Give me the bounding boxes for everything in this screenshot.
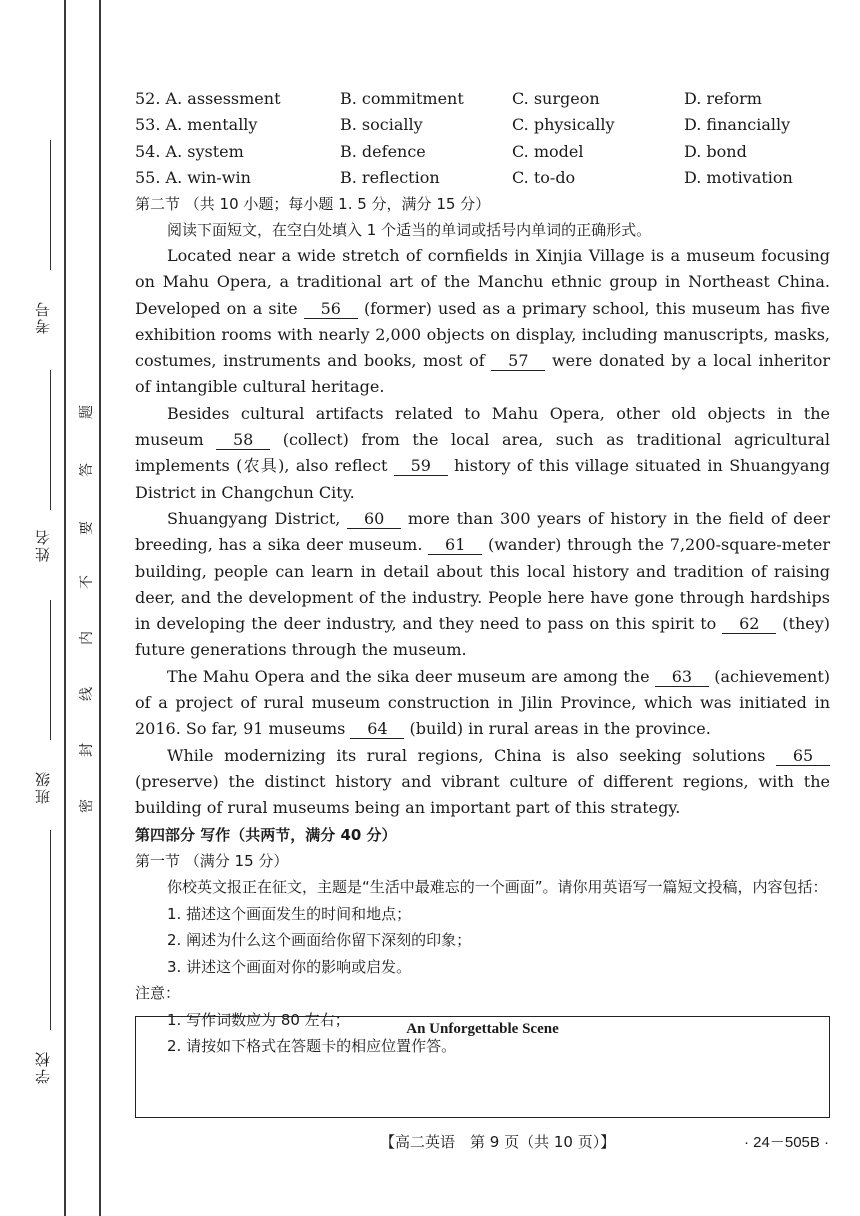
prompt-item: 2. 阐述为什么这个画面给你留下深刻的印象； bbox=[167, 931, 472, 950]
page-content bbox=[135, 85, 830, 1060]
option-c: C. physically bbox=[512, 115, 615, 135]
seal-char: 要 bbox=[79, 521, 95, 535]
option-a: 53. A. mentally bbox=[135, 115, 258, 135]
blank-64[interactable]: 64 bbox=[350, 720, 404, 739]
option-a: 54. A. system bbox=[135, 141, 244, 161]
prompt-item: 3. 讲述这个画面对你的影响或启发。 bbox=[167, 957, 412, 976]
option-d: D. motivation bbox=[684, 168, 793, 188]
note-item: 2. 请按如下格式在答题卡的相应位置作答。 bbox=[167, 1037, 457, 1056]
option-row bbox=[135, 85, 830, 112]
option-row bbox=[135, 112, 830, 139]
option-c: C. to-do bbox=[512, 168, 576, 188]
option-row bbox=[135, 165, 830, 192]
seal-char: 内 bbox=[79, 631, 95, 645]
seal-char: 答 bbox=[79, 463, 95, 477]
blank-65[interactable]: 65 bbox=[776, 747, 830, 766]
option-d: D. financially bbox=[684, 115, 791, 135]
note-label: 注意： bbox=[135, 984, 181, 1003]
part4-heading: 第四部分 写作（共两节，满分 40 分） bbox=[135, 825, 397, 844]
kaohao-label: 考号 bbox=[34, 300, 52, 334]
writing-box-title: An Unforgettable Scene bbox=[406, 1021, 559, 1037]
writing-answer-box[interactable] bbox=[135, 1016, 830, 1118]
seal-char: 密 bbox=[79, 799, 95, 813]
seal-char: 线 bbox=[79, 687, 95, 701]
banji-label: 班级 bbox=[34, 770, 52, 804]
blank-56[interactable]: 56 bbox=[304, 300, 358, 319]
blank-62[interactable]: 62 bbox=[722, 615, 776, 634]
option-d: D. reform bbox=[684, 88, 762, 108]
section-heading: 第二节 （共 10 小题；每小题 1. 5 分，满分 15 分） bbox=[135, 195, 491, 213]
option-a: 52. A. assessment bbox=[135, 88, 281, 108]
seal-char: 封 bbox=[79, 743, 95, 757]
xingming-underline bbox=[50, 370, 51, 510]
option-b: B. defence bbox=[340, 141, 426, 161]
exam-code: · 24－505B · bbox=[744, 1134, 830, 1151]
blank-61[interactable]: 61 bbox=[428, 536, 482, 555]
passage-paragraph: Besides cultural artifacts related to Mahu Opera, other old objects in the museum 58 (collect) from the local area, such as traditional agricultural implements (农具), also reflect 59 history of this village situated in Shuangyang District in Changchun City. bbox=[135, 403, 830, 502]
xingming-label: 姓名 bbox=[34, 528, 52, 562]
seal-char: 不 bbox=[79, 575, 95, 589]
blank-58[interactable]: 58 bbox=[216, 431, 270, 450]
section-instruction: 阅读下面短文，在空白处填入 1 个适当的单词或括号内单词的正确形式。 bbox=[167, 221, 652, 239]
writing-prompt: 你校英文报正在征文，主题是“生活中最难忘的一个画面”。请你用英语写一篇短文投稿，内容包括： bbox=[167, 878, 828, 897]
option-d: D. bond bbox=[684, 141, 747, 161]
part4-section1: 第一节 （满分 15 分） bbox=[135, 851, 289, 870]
banji-underline bbox=[50, 600, 51, 740]
blank-57[interactable]: 57 bbox=[491, 352, 545, 371]
xuexiao-underline bbox=[50, 830, 51, 1030]
prompt-item: 1. 描述这个画面发生的时间和地点； bbox=[167, 904, 412, 923]
blank-63[interactable]: 63 bbox=[655, 668, 709, 687]
margin-line-inner bbox=[99, 0, 101, 1216]
note-item: 1. 写作词数应为 80 左右； bbox=[167, 1010, 350, 1029]
option-b: B. reflection bbox=[340, 168, 440, 188]
blank-59[interactable]: 59 bbox=[394, 457, 448, 476]
passage-paragraph: The Mahu Opera and the sika deer museum are among the 63 (achievement) of a project of rural museum construction in Jilin Province, which was initiated in 2016. So far, 91 museums 64 (build) in rural areas in the province. bbox=[135, 666, 831, 739]
options-list bbox=[135, 85, 830, 191]
xuexiao-label: 学校 bbox=[34, 1050, 52, 1084]
seal-char: 题 bbox=[79, 405, 95, 419]
option-b: B. commitment bbox=[340, 88, 464, 108]
passage-paragraph: Shuangyang District, 60 more than 300 years of history in the field of deer breeding, has a sika deer museum. 61 (wander) through the 7,200-square-meter building, people can learn in detail about this local history and tradition of raising deer, and the development of the industry. People here have gone through hardships in developing the deer industry, and they need to pass on this spirit to 62 (they) future generations through the museum. bbox=[135, 508, 831, 660]
margin-line-outer bbox=[64, 0, 66, 1216]
page-number: 【高二英语 第 9 页（共 10 页）】 bbox=[380, 1133, 616, 1151]
option-b: B. socially bbox=[340, 115, 423, 135]
option-row bbox=[135, 138, 830, 165]
blank-60[interactable]: 60 bbox=[347, 510, 401, 529]
passage-paragraph: Located near a wide stretch of cornfields in Xinjia Village is a museum focusing on Mahu Opera, a traditional art of the Manchu ethnic group in Northeast China. Developed on a site 56 (former) used as a primary school, this museum has five exhibition rooms with nearly 2,000 objects on display, including manuscripts, masks, costumes, instruments and books, most of 57 were donated by a local inheritor of intangible cultural heritage. bbox=[135, 246, 830, 397]
option-c: C. surgeon bbox=[512, 88, 600, 108]
kaohao-underline bbox=[50, 140, 51, 270]
passage-paragraph: While modernizing its rural regions, China is also seeking solutions 65 (preserve) the distinct history and vibrant culture of different regions, with the building of rural museums being an important part of this strategy. bbox=[135, 745, 830, 818]
option-a: 55. A. win-win bbox=[135, 168, 251, 188]
option-c: C. model bbox=[512, 141, 584, 161]
